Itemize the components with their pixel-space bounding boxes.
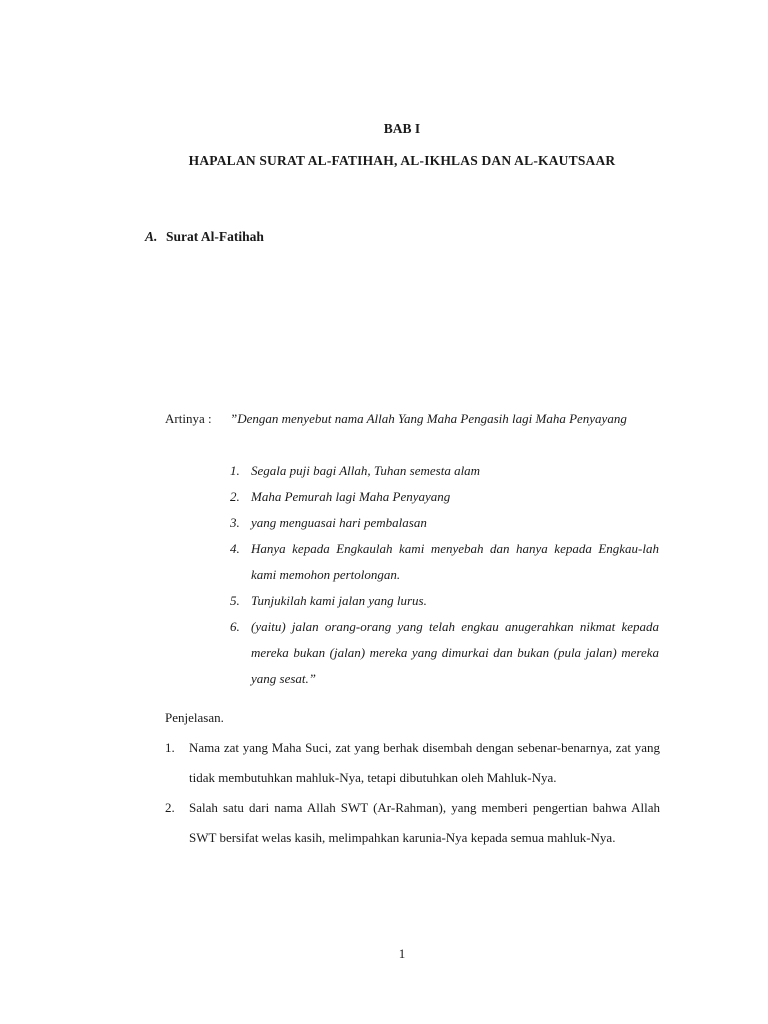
item-text: (yaitu) jalan orang-orang yang telah engkau anugerahkan nikmat kepada mereka bukan (jalan) mereka yang dimurkai dan bukan (pula jalan) mereka yang sesat.” [251, 619, 659, 686]
item-text: yang menguasai hari pembalasan [251, 515, 427, 530]
item-text: Nama zat yang Maha Suci, zat yang berhak disembah dengan sebenar-benarnya, zat yang tidak membutuhkan mahluk-Nya, tetapi dibutuhkan oleh Mahluk-Nya. [189, 740, 660, 785]
list-item [230, 614, 659, 692]
item-number: 1. [165, 740, 175, 755]
section-title: Surat Al-Fatihah [166, 229, 264, 244]
list-item [165, 733, 660, 793]
item-text: Maha Pemurah lagi Maha Penyayang [251, 489, 451, 504]
artinya-intro: ”Dengan menyebut nama Allah Yang Maha Pengasih lagi Maha Penyayang [230, 411, 627, 426]
item-number: 2. [230, 489, 240, 504]
penjelasan-list [165, 733, 660, 853]
item-text: Hanya kepada Engkaulah kami menyebah dan hanya kepada Engkau-lah kami memohon pertolongan. [251, 541, 659, 582]
item-number: 2. [165, 800, 175, 815]
item-number: 3. [230, 515, 240, 530]
list-item [230, 510, 659, 536]
chapter-title: HAPALAN SURAT AL-FATIHAH, AL-IKHLAS DAN AL-KAUTSAAR [188, 153, 616, 168]
list-item [230, 588, 659, 614]
artinya-list [230, 458, 659, 692]
item-number: 4. [230, 541, 240, 556]
chapter-heading: BAB I [383, 121, 421, 136]
list-item [230, 484, 659, 510]
item-text: Tunjukilah kami jalan yang lurus. [251, 593, 427, 608]
item-text: Segala puji bagi Allah, Tuhan semesta alam [251, 463, 481, 478]
item-number: 1. [230, 463, 240, 478]
artinya-label: Artinya : [165, 411, 212, 426]
penjelasan-label: Penjelasan. [165, 710, 224, 725]
item-text: Salah satu dari nama Allah SWT (Ar-Rahman), yang memberi pengertian bahwa Allah SWT bersifat welas kasih, melimpahkan karunia-Nya kepada semua mahluk-Nya. [189, 800, 660, 845]
list-item [230, 536, 659, 588]
page-number: 1 [398, 946, 406, 961]
section-letter: A. [145, 229, 158, 244]
list-item [230, 458, 659, 484]
list-item [165, 793, 660, 853]
item-number: 6. [230, 619, 240, 634]
item-number: 5. [230, 593, 240, 608]
